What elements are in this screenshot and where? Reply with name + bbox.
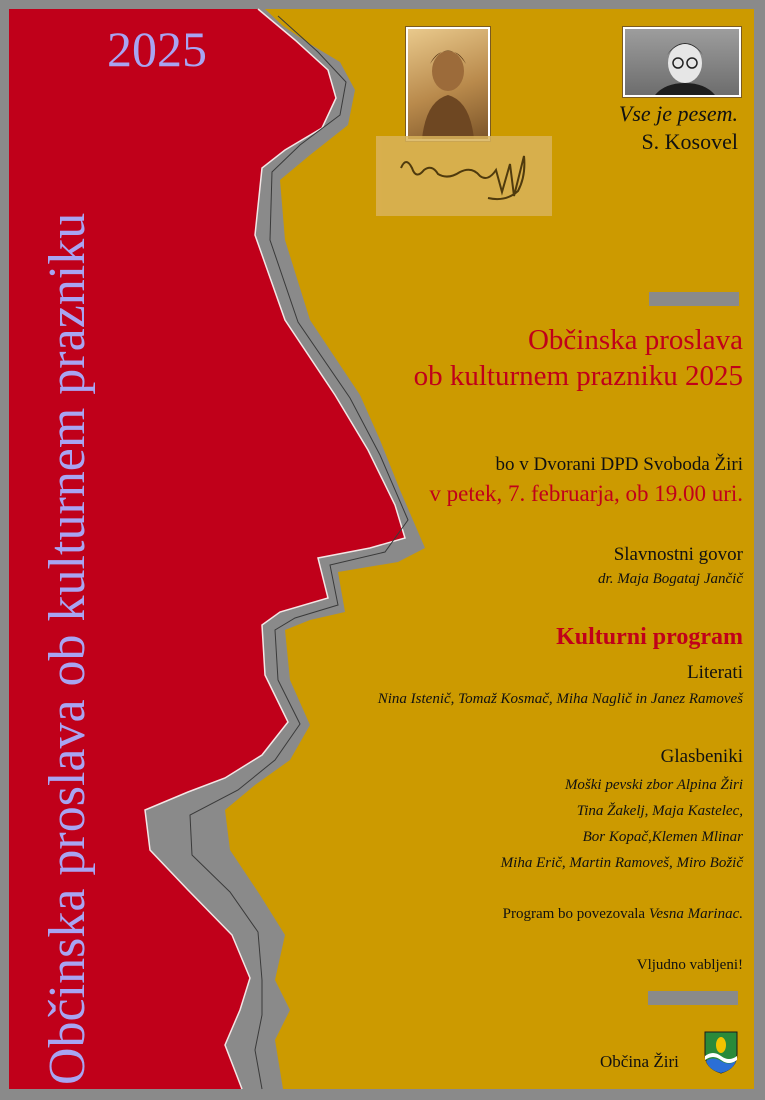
musician-line: Tina Žakelj, Maja Kastelec, xyxy=(576,803,743,819)
welcome-text: Vljudno vabljeni! xyxy=(636,957,743,973)
event-title xyxy=(414,322,743,394)
coat-of-arms-icon xyxy=(703,1030,739,1074)
quote-block xyxy=(619,100,738,156)
grey-bar-bottom xyxy=(648,991,738,1005)
musician-line: Bor Kopač,Klemen Mlinar xyxy=(582,829,743,845)
musician-line: Moški pevski zbor Alpina Žiri xyxy=(564,777,743,793)
venue-text: bo v Dvorani DPD Svoboda Žiri xyxy=(495,454,743,475)
host-name: Vesna Marinac. xyxy=(648,906,743,922)
vertical-title: Občinska proslava ob kulturnem prazniku xyxy=(39,212,96,1085)
preseren-portrait xyxy=(406,27,490,141)
quote-author: S. Kosovel xyxy=(641,129,738,154)
musician-line: Miha Erič, Martin Ramoveš, Miro Božič xyxy=(500,855,743,871)
speech-heading: Slavnostni govor xyxy=(613,544,743,565)
grey-bar-top xyxy=(649,292,739,306)
event-title-line1: Občinska proslava xyxy=(527,324,743,356)
program-heading: Kulturni program xyxy=(556,624,743,650)
year-label: 2025 xyxy=(107,21,207,77)
literati-heading: Literati xyxy=(687,662,743,683)
musicians-heading: Glasbeniki xyxy=(660,746,743,767)
datetime-text: v petek, 7. februarja, ob 19.00 uri. xyxy=(429,481,743,506)
preseren-signature xyxy=(376,136,552,216)
literati-names: Nina Istenič, Tomaž Kosmač, Miha Naglič in Janez Ramoveš xyxy=(377,691,743,707)
quote-text: Vse je pesem. xyxy=(618,101,738,126)
event-title-line2: ob kulturnem prazniku 2025 xyxy=(413,360,743,392)
kosovel-portrait xyxy=(623,27,741,97)
municipality-name: Občina Žiri xyxy=(600,1052,679,1071)
host-prefix: Program bo povezovala xyxy=(502,906,646,922)
speech-speaker: dr. Maja Bogataj Jančič xyxy=(598,571,743,587)
host-line xyxy=(503,906,743,923)
